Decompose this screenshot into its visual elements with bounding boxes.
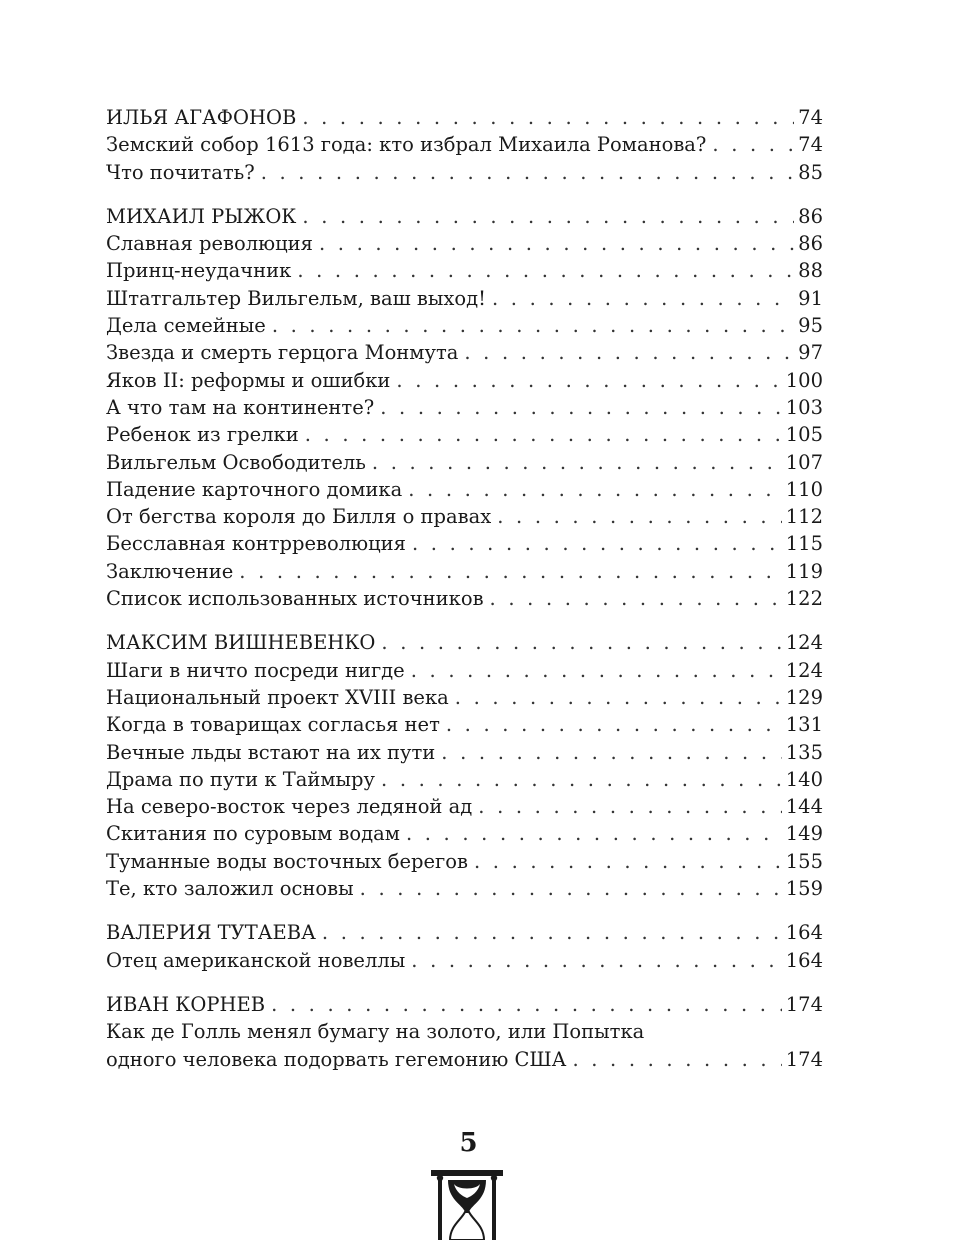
- leader-dots: [360, 875, 782, 902]
- toc-entry-page: 174: [785, 992, 823, 1016]
- toc-entry-page: 97: [798, 341, 823, 365]
- toc-entry-title: Вечные льды встают на их пути: [106, 740, 436, 764]
- table-of-contents: [106, 104, 823, 1090]
- toc-section-tutaeva: [106, 919, 823, 974]
- toc-entry-page: 74: [798, 133, 823, 157]
- toc-entry[interactable]: [106, 476, 823, 503]
- toc-entry-title: Список использованных источников: [106, 587, 484, 611]
- leader-dots: [271, 991, 782, 1018]
- toc-entry-page: 88: [798, 259, 823, 283]
- leader-dots: [712, 131, 794, 158]
- toc-entry[interactable]: [106, 203, 823, 230]
- toc-entry[interactable]: [106, 657, 823, 684]
- toc-entry-title: Яков II: реформы и ошибки: [106, 368, 391, 392]
- toc-section-agafonov: [106, 104, 823, 186]
- toc-entry-title: Принц-неудачник: [106, 259, 292, 283]
- leader-dots: [441, 739, 781, 766]
- toc-entry[interactable]: [106, 793, 823, 820]
- toc-entry[interactable]: [106, 766, 823, 793]
- toc-entry[interactable]: [106, 503, 823, 530]
- leader-dots: [455, 684, 782, 711]
- toc-entry-title: Ребенок из грелки: [106, 423, 299, 447]
- toc-section-vishnevenko: [106, 629, 823, 902]
- toc-entry[interactable]: [106, 530, 823, 557]
- leader-dots: [302, 104, 794, 131]
- leader-dots: [239, 558, 781, 585]
- toc-entry-page: 144: [785, 795, 823, 819]
- toc-entry[interactable]: [106, 875, 823, 902]
- toc-entry-page: 140: [785, 767, 823, 791]
- toc-entry[interactable]: [106, 848, 823, 875]
- toc-entry-page: 95: [798, 314, 823, 338]
- toc-entry-page: 124: [785, 631, 823, 655]
- toc-entry[interactable]: [106, 230, 823, 257]
- hourglass-icon: [428, 1168, 506, 1240]
- toc-entry-title: Что почитать?: [106, 160, 255, 184]
- toc-entry[interactable]: [106, 1046, 823, 1073]
- toc-entry[interactable]: [106, 285, 823, 312]
- toc-entry-page: 105: [785, 423, 823, 447]
- leader-dots: [412, 530, 782, 557]
- toc-entry[interactable]: [106, 257, 823, 284]
- toc-entry[interactable]: [106, 131, 823, 158]
- toc-entry[interactable]: [106, 339, 823, 366]
- toc-entry-title: Вильгельм Освободитель: [106, 450, 366, 474]
- toc-entry-page: 115: [785, 532, 823, 556]
- toc-entry-page: 100: [785, 368, 823, 392]
- toc-entry-title: Когда в товарищах согласья нет: [106, 713, 440, 737]
- toc-entry[interactable]: [106, 991, 823, 1018]
- toc-entry-title: Национальный проект XVIII века: [106, 685, 449, 709]
- leader-dots: [572, 1046, 781, 1073]
- toc-entry[interactable]: [106, 312, 823, 339]
- toc-entry[interactable]: [106, 104, 823, 131]
- toc-entry-page: 122: [785, 587, 823, 611]
- leader-dots: [490, 585, 782, 612]
- toc-entry[interactable]: [106, 558, 823, 585]
- toc-entry-page: 155: [785, 849, 823, 873]
- leader-dots: [478, 793, 782, 820]
- toc-entry[interactable]: [106, 739, 823, 766]
- leader-dots: [492, 285, 794, 312]
- leader-dots: [261, 159, 794, 186]
- toc-section-kornev: [106, 991, 823, 1073]
- toc-entry[interactable]: [106, 711, 823, 738]
- leader-dots: [396, 367, 781, 394]
- toc-entry-page: 174: [785, 1047, 823, 1071]
- toc-entry-title: Драма по пути к Таймыру: [106, 767, 376, 791]
- leader-dots: [380, 394, 782, 421]
- leader-dots: [411, 947, 781, 974]
- toc-entry-page: 112: [785, 505, 823, 529]
- toc-entry-title: Земский собор 1613 года: кто избрал Михаила Романова?: [106, 133, 707, 157]
- toc-entry-title: Заключение: [106, 559, 234, 583]
- toc-entry-page: 86: [798, 232, 823, 256]
- toc-entry-title: Скитания по суровым водам: [106, 822, 400, 846]
- toc-entry-page: 164: [785, 948, 823, 972]
- leader-dots: [297, 257, 794, 284]
- toc-section-ryzhok: [106, 203, 823, 612]
- leader-dots: [381, 629, 781, 656]
- toc-entry[interactable]: [106, 820, 823, 847]
- toc-entry-page: 103: [785, 395, 823, 419]
- toc-entry-title: На северо-восток через ледяной ад: [106, 795, 473, 819]
- toc-entry-page: 164: [785, 921, 823, 945]
- toc-entry[interactable]: [106, 394, 823, 421]
- toc-entry-title: ИЛЬЯ АГАФОНОВ: [106, 106, 297, 129]
- toc-entry[interactable]: [106, 629, 823, 656]
- toc-entry-title: Славная революция: [106, 232, 313, 256]
- leader-dots: [497, 503, 782, 530]
- toc-entry-title: Звезда и смерть герцога Монмута: [106, 341, 459, 365]
- leader-dots: [272, 312, 794, 339]
- leader-dots: [464, 339, 794, 366]
- toc-entry[interactable]: [106, 684, 823, 711]
- toc-entry-title: ВАЛЕРИЯ ТУТАЕВА: [106, 921, 316, 945]
- toc-entry-page: 135: [785, 740, 823, 764]
- leader-dots: [446, 711, 782, 738]
- leader-dots: [408, 476, 782, 503]
- toc-entry-title: Бесславная контрреволюция: [106, 532, 406, 556]
- toc-entry-page: 110: [785, 477, 823, 501]
- toc-entry-title: Падение карточного домика: [106, 477, 403, 501]
- leader-dots: [406, 820, 782, 847]
- toc-entry-page: 85: [798, 160, 823, 184]
- toc-entry-title: Отец американской новеллы: [106, 948, 406, 972]
- toc-entry[interactable]: [106, 449, 823, 476]
- toc-entry[interactable]: [106, 421, 823, 448]
- toc-entry-title: ИВАН КОРНЕВ: [106, 992, 266, 1016]
- toc-entry[interactable]: [106, 367, 823, 394]
- leader-dots: [372, 449, 782, 476]
- toc-entry-title: От бегства короля до Билля о правах: [106, 505, 492, 529]
- leader-dots: [381, 766, 782, 793]
- toc-entry[interactable]: [106, 159, 823, 186]
- toc-entry-page: 107: [785, 450, 823, 474]
- leader-dots: [319, 230, 794, 257]
- leader-dots: [474, 848, 782, 875]
- toc-entry-page: 131: [785, 713, 823, 737]
- toc-entry-page: 119: [785, 559, 823, 583]
- page-number: 5: [459, 1128, 478, 1158]
- toc-entry[interactable]: [106, 919, 823, 946]
- toc-entry[interactable]: [106, 947, 823, 974]
- toc-entry-title: Шаги в ничто посреди нигде: [106, 658, 405, 682]
- toc-entry-title: МИХАИЛ РЫЖОК: [106, 204, 297, 228]
- toc-entry-title: Дела семейные: [106, 314, 266, 338]
- toc-entry-page: 129: [785, 685, 823, 709]
- toc-entry-title: одного человека подорвать гегемонию США: [106, 1047, 567, 1071]
- toc-entry-page: 149: [785, 822, 823, 846]
- toc-entry-page: 124: [785, 658, 823, 682]
- toc-entry-title: МАКСИМ ВИШНЕВЕНКО: [106, 631, 376, 655]
- toc-entry-title: А что там на континенте?: [106, 395, 375, 419]
- toc-entry-title: Туманные воды восточных берегов: [106, 849, 468, 873]
- toc-entry-title: Штатгальтер Вильгельм, ваш выход!: [106, 286, 486, 310]
- toc-entry-page: 91: [798, 286, 823, 310]
- toc-entry[interactable]: [106, 585, 823, 612]
- leader-dots: [322, 919, 782, 946]
- leader-dots: [411, 657, 782, 684]
- toc-entry-title-line[interactable]: Как де Голль менял бумагу на золото, или Попытка: [106, 1020, 645, 1044]
- toc-entry-title: Те, кто заложил основы: [106, 877, 354, 901]
- toc-entry-page: 74: [798, 106, 823, 129]
- toc-entry-page: 159: [785, 877, 823, 901]
- leader-dots: [305, 421, 782, 448]
- leader-dots: [302, 203, 794, 230]
- toc-entry-page: 86: [798, 204, 823, 228]
